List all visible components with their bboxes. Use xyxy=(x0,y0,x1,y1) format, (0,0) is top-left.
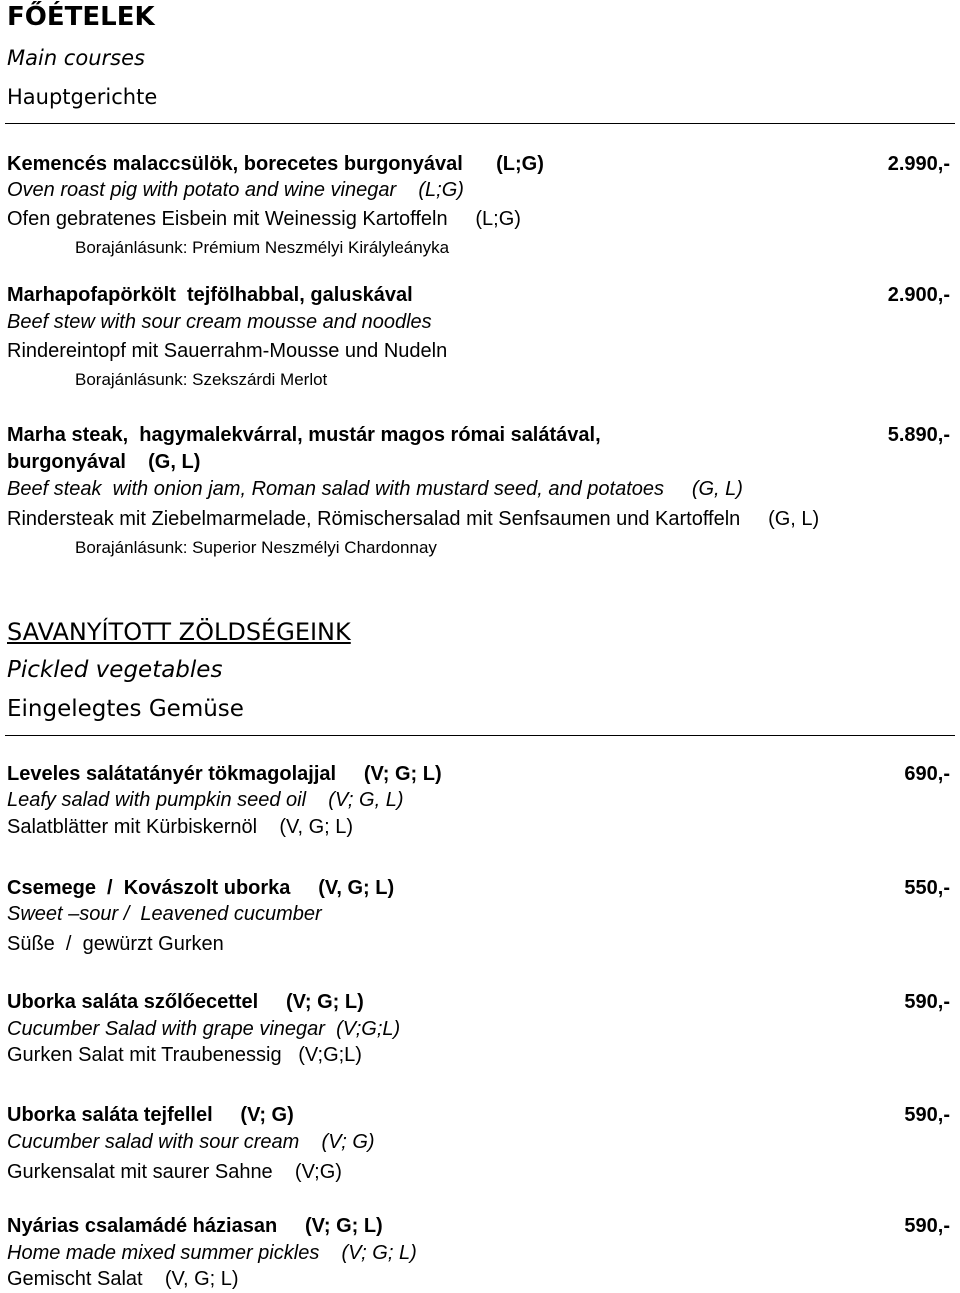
section-subtitle-en: Pickled vegetables xyxy=(7,657,223,683)
dish-name-hu: Uborka saláta tejfellel (V; G) xyxy=(7,1104,294,1126)
dish-name-hu: Csemege / Kovászolt uborka (V, G; L) xyxy=(7,877,395,899)
dish-name-en: Home made mixed summer pickles (V; G; L) xyxy=(7,1242,417,1264)
dish-name-de: Süße / gewürzt Gurken xyxy=(7,933,224,955)
dish-name-de: Gurken Salat mit Traubenessig (V;G;L) xyxy=(7,1044,362,1066)
dish-name-en: Oven roast pig with potato and wine vinegar (L;G) xyxy=(7,179,464,201)
dish-price: 2.990,- xyxy=(887,153,950,175)
dish-name-hu: Nyárias csalamádé háziasan (V; G; L) xyxy=(7,1215,383,1237)
dish-price: 590,- xyxy=(904,991,950,1013)
dish-name-de: Rindersteak mit Ziebelmarmelade, Römischersalad mit Senfsaumen und Kartoffeln (G, L) xyxy=(7,508,820,530)
dish-name-hu: Leveles salátatányér tökmagolajjal (V; G; L) xyxy=(7,763,442,785)
wine-recommendation: Borajánlásunk: Superior Neszmélyi Chardonnay xyxy=(75,538,437,557)
dish-name-hu: Uborka saláta szőlőecettel (V; G; L) xyxy=(7,991,364,1013)
dish-name-hu: Marhapofapörkölt tejfölhabbal, galuskával xyxy=(7,284,413,306)
dish-name-de: Salatblätter mit Kürbiskernöl (V, G; L) xyxy=(7,816,354,838)
dish-name-en: Beef steak with onion jam, Roman salad with mustard seed, and potatoes (G, L) xyxy=(7,478,743,500)
dish-price: 690,- xyxy=(904,763,950,785)
dish-name-hu-continued: burgonyával (G, L) xyxy=(7,451,201,473)
section-subtitle-de: Hauptgerichte xyxy=(7,85,158,109)
dish-price: 5.890,- xyxy=(887,424,950,446)
dish-name-de: Ofen gebratenes Eisbein mit Weinessig Kartoffeln (L;G) xyxy=(7,208,521,230)
dish-price: 550,- xyxy=(904,877,950,899)
wine-recommendation: Borajánlásunk: Szekszárdi Merlot xyxy=(75,370,328,389)
dish-name-en: Cucumber salad with sour cream (V; G) xyxy=(7,1131,375,1153)
section-subtitle-en: Main courses xyxy=(7,46,145,70)
dish-name-en: Cucumber Salad with grape vinegar (V;G;L) xyxy=(7,1018,401,1040)
dish-name-en: Leafy salad with pumpkin seed oil (V; G, L) xyxy=(7,789,404,811)
section-subtitle-de: Eingelegtes Gemüse xyxy=(7,696,244,722)
section-divider xyxy=(5,735,955,736)
dish-name-en: Sweet –sour / Leavened cucumber xyxy=(7,903,322,925)
dish-price: 590,- xyxy=(904,1104,950,1126)
dish-name-de: Gurkensalat mit saurer Sahne (V;G) xyxy=(7,1161,342,1183)
wine-recommendation: Borajánlásunk: Prémium Neszmélyi Királyleányka xyxy=(75,238,450,257)
section-title-main-courses: FŐÉTELEK xyxy=(7,2,155,32)
dish-name-de: Rindereintopf mit Sauerrahm-Mousse und Nudeln xyxy=(7,340,448,362)
dish-name-de: Gemischt Salat (V, G; L) xyxy=(7,1268,239,1290)
dish-name-hu: Marha steak, hagymalekvárral, mustár magos római salátával, xyxy=(7,424,601,446)
section-divider xyxy=(5,123,955,124)
dish-name-hu: Kemencés malaccsülök, borecetes burgonyával (L;G) xyxy=(7,153,544,175)
dish-price: 2.900,- xyxy=(887,284,950,306)
dish-name-en: Beef stew with sour cream mousse and noodles xyxy=(7,311,432,333)
section-title-pickled: SAVANYÍTOTT ZÖLDSÉGEINK xyxy=(7,618,351,646)
dish-price: 590,- xyxy=(904,1215,950,1237)
